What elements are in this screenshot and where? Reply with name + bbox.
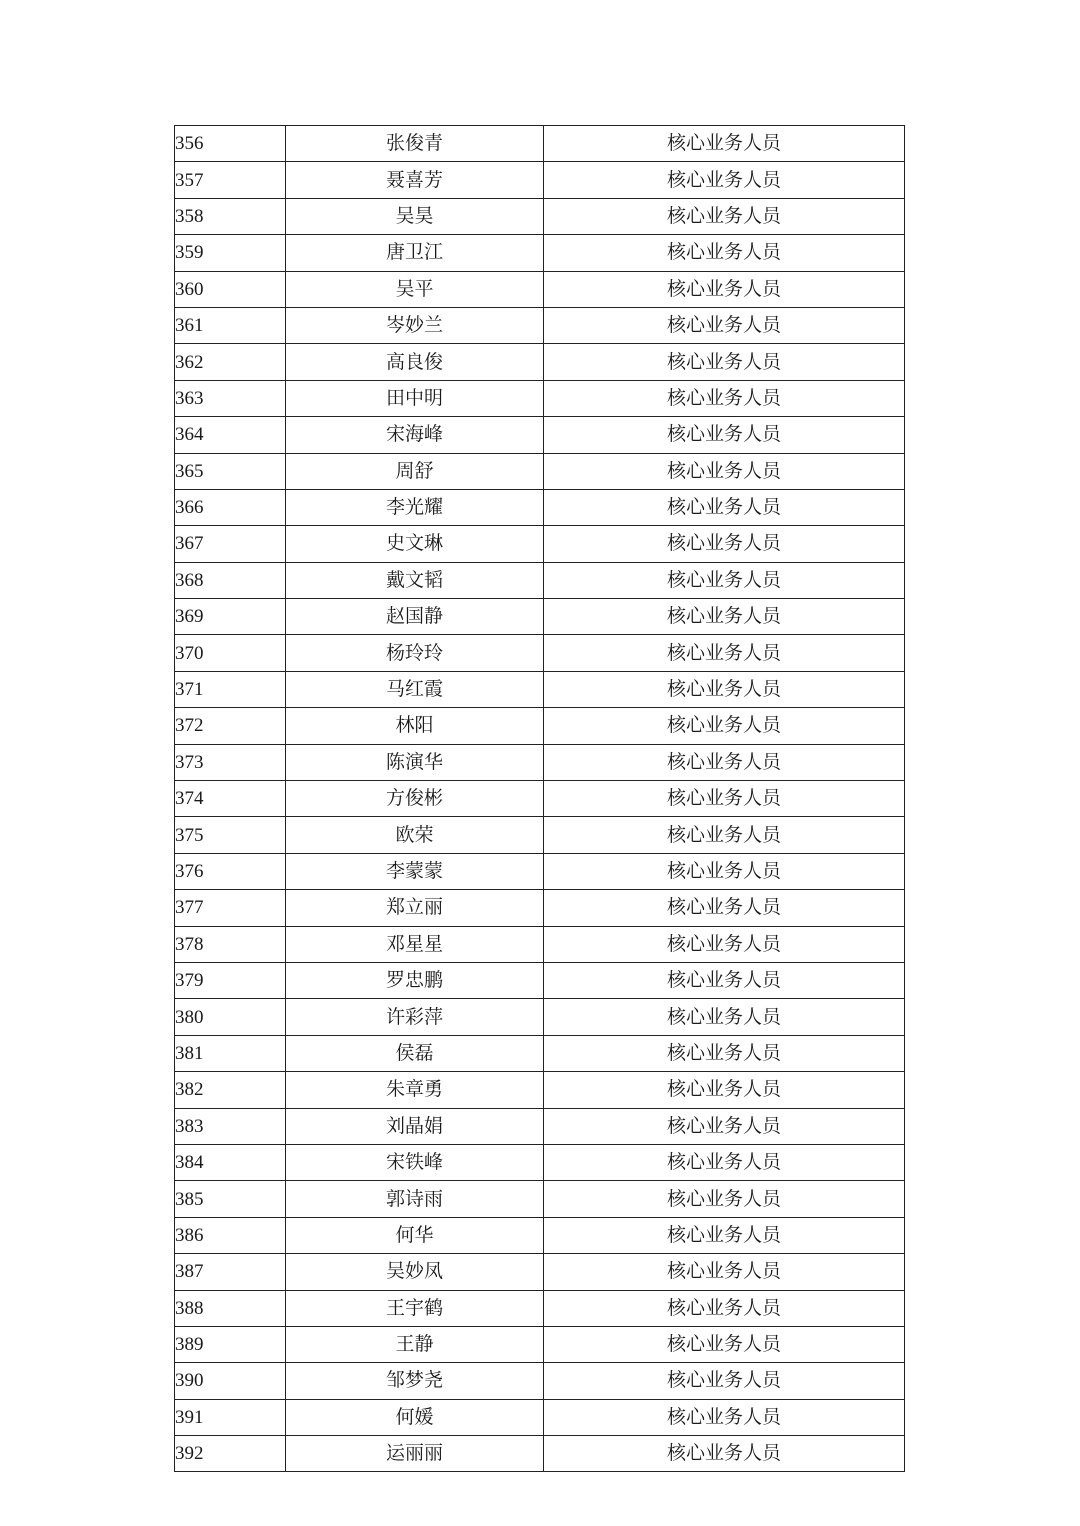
table-row	[175, 198, 905, 234]
role-cell: 核心业务人员	[544, 344, 905, 380]
role-cell: 核心业务人员	[544, 999, 905, 1035]
table-row	[175, 1181, 905, 1217]
row-number-cell: 380	[175, 999, 286, 1035]
table-row	[175, 1326, 905, 1362]
name-cell: 林阳	[286, 708, 544, 744]
role-cell: 核心业务人员	[544, 417, 905, 453]
table-row	[175, 307, 905, 343]
role-cell: 核心业务人员	[544, 271, 905, 307]
role-cell: 核心业务人员	[544, 235, 905, 271]
row-number-cell: 379	[175, 962, 286, 998]
role-cell: 核心业务人员	[544, 708, 905, 744]
roster-table	[174, 125, 905, 1472]
row-number-cell: 378	[175, 926, 286, 962]
name-cell: 高良俊	[286, 344, 544, 380]
row-number-cell: 386	[175, 1217, 286, 1253]
row-number-cell: 359	[175, 235, 286, 271]
role-cell: 核心业务人员	[544, 1108, 905, 1144]
role-cell: 核心业务人员	[544, 599, 905, 635]
table-row	[175, 926, 905, 962]
table-row	[175, 380, 905, 416]
name-cell: 运丽丽	[286, 1436, 544, 1472]
table-row	[175, 708, 905, 744]
name-cell: 唐卫江	[286, 235, 544, 271]
role-cell: 核心业务人员	[544, 926, 905, 962]
name-cell: 赵国静	[286, 599, 544, 635]
table-row	[175, 1254, 905, 1290]
row-number-cell: 356	[175, 126, 286, 162]
name-cell: 马红霞	[286, 671, 544, 707]
row-number-cell: 384	[175, 1144, 286, 1180]
table-row	[175, 962, 905, 998]
name-cell: 郭诗雨	[286, 1181, 544, 1217]
row-number-cell: 376	[175, 853, 286, 889]
table-row	[175, 1290, 905, 1326]
name-cell: 吴妙凤	[286, 1254, 544, 1290]
name-cell: 聂喜芳	[286, 162, 544, 198]
roster-table-body	[175, 126, 905, 1472]
role-cell: 核心业务人员	[544, 635, 905, 671]
name-cell: 宋海峰	[286, 417, 544, 453]
table-row	[175, 890, 905, 926]
table-row	[175, 1108, 905, 1144]
role-cell: 核心业务人员	[544, 489, 905, 525]
name-cell: 史文琳	[286, 526, 544, 562]
table-row	[175, 162, 905, 198]
table-row	[175, 1072, 905, 1108]
role-cell: 核心业务人员	[544, 526, 905, 562]
table-row	[175, 1399, 905, 1435]
table-row	[175, 744, 905, 780]
row-number-cell: 367	[175, 526, 286, 562]
name-cell: 侯磊	[286, 1035, 544, 1071]
table-row	[175, 1217, 905, 1253]
row-number-cell: 368	[175, 562, 286, 598]
table-row	[175, 235, 905, 271]
row-number-cell: 372	[175, 708, 286, 744]
row-number-cell: 391	[175, 1399, 286, 1435]
role-cell: 核心业务人员	[544, 817, 905, 853]
row-number-cell: 369	[175, 599, 286, 635]
role-cell: 核心业务人员	[544, 1399, 905, 1435]
role-cell: 核心业务人员	[544, 1144, 905, 1180]
name-cell: 邹梦尧	[286, 1363, 544, 1399]
name-cell: 刘晶娟	[286, 1108, 544, 1144]
row-number-cell: 364	[175, 417, 286, 453]
row-number-cell: 361	[175, 307, 286, 343]
name-cell: 陈演华	[286, 744, 544, 780]
table-row	[175, 781, 905, 817]
row-number-cell: 375	[175, 817, 286, 853]
name-cell: 朱章勇	[286, 1072, 544, 1108]
name-cell: 王宇鹤	[286, 1290, 544, 1326]
name-cell: 戴文韬	[286, 562, 544, 598]
table-row	[175, 126, 905, 162]
row-number-cell: 385	[175, 1181, 286, 1217]
role-cell: 核心业务人员	[544, 1363, 905, 1399]
name-cell: 周舒	[286, 453, 544, 489]
role-cell: 核心业务人员	[544, 1035, 905, 1071]
name-cell: 何华	[286, 1217, 544, 1253]
role-cell: 核心业务人员	[544, 1290, 905, 1326]
row-number-cell: 387	[175, 1254, 286, 1290]
table-row	[175, 999, 905, 1035]
row-number-cell: 381	[175, 1035, 286, 1071]
name-cell: 何媛	[286, 1399, 544, 1435]
table-row	[175, 562, 905, 598]
role-cell: 核心业务人员	[544, 162, 905, 198]
name-cell: 吴昊	[286, 198, 544, 234]
table-row	[175, 1035, 905, 1071]
table-row	[175, 599, 905, 635]
row-number-cell: 362	[175, 344, 286, 380]
table-row	[175, 1436, 905, 1472]
name-cell: 王静	[286, 1326, 544, 1362]
role-cell: 核心业务人员	[544, 307, 905, 343]
name-cell: 欧荣	[286, 817, 544, 853]
table-row	[175, 671, 905, 707]
name-cell: 罗忠鹏	[286, 962, 544, 998]
role-cell: 核心业务人员	[544, 671, 905, 707]
table-row	[175, 1363, 905, 1399]
role-cell: 核心业务人员	[544, 1072, 905, 1108]
row-number-cell: 373	[175, 744, 286, 780]
table-row	[175, 635, 905, 671]
row-number-cell: 363	[175, 380, 286, 416]
row-number-cell: 366	[175, 489, 286, 525]
name-cell: 李光耀	[286, 489, 544, 525]
table-row	[175, 453, 905, 489]
role-cell: 核心业务人员	[544, 1217, 905, 1253]
row-number-cell: 383	[175, 1108, 286, 1144]
role-cell: 核心业务人员	[544, 744, 905, 780]
role-cell: 核心业务人员	[544, 198, 905, 234]
name-cell: 郑立丽	[286, 890, 544, 926]
table-row	[175, 489, 905, 525]
row-number-cell: 365	[175, 453, 286, 489]
role-cell: 核心业务人员	[544, 781, 905, 817]
row-number-cell: 390	[175, 1363, 286, 1399]
name-cell: 吴平	[286, 271, 544, 307]
row-number-cell: 388	[175, 1290, 286, 1326]
table-row	[175, 271, 905, 307]
role-cell: 核心业务人员	[544, 962, 905, 998]
role-cell: 核心业务人员	[544, 890, 905, 926]
row-number-cell: 374	[175, 781, 286, 817]
row-number-cell: 377	[175, 890, 286, 926]
name-cell: 方俊彬	[286, 781, 544, 817]
role-cell: 核心业务人员	[544, 380, 905, 416]
table-row	[175, 817, 905, 853]
role-cell: 核心业务人员	[544, 562, 905, 598]
table-row	[175, 344, 905, 380]
name-cell: 许彩萍	[286, 999, 544, 1035]
name-cell: 宋铁峰	[286, 1144, 544, 1180]
row-number-cell: 370	[175, 635, 286, 671]
name-cell: 岑妙兰	[286, 307, 544, 343]
row-number-cell: 357	[175, 162, 286, 198]
role-cell: 核心业务人员	[544, 126, 905, 162]
row-number-cell: 358	[175, 198, 286, 234]
name-cell: 杨玲玲	[286, 635, 544, 671]
row-number-cell: 360	[175, 271, 286, 307]
table-row	[175, 853, 905, 889]
name-cell: 田中明	[286, 380, 544, 416]
role-cell: 核心业务人员	[544, 853, 905, 889]
role-cell: 核心业务人员	[544, 1181, 905, 1217]
table-row	[175, 1144, 905, 1180]
role-cell: 核心业务人员	[544, 453, 905, 489]
name-cell: 张俊青	[286, 126, 544, 162]
row-number-cell: 371	[175, 671, 286, 707]
table-row	[175, 526, 905, 562]
role-cell: 核心业务人员	[544, 1436, 905, 1472]
name-cell: 邓星星	[286, 926, 544, 962]
role-cell: 核心业务人员	[544, 1254, 905, 1290]
table-row	[175, 417, 905, 453]
row-number-cell: 389	[175, 1326, 286, 1362]
row-number-cell: 382	[175, 1072, 286, 1108]
row-number-cell: 392	[175, 1436, 286, 1472]
role-cell: 核心业务人员	[544, 1326, 905, 1362]
name-cell: 李蒙蒙	[286, 853, 544, 889]
